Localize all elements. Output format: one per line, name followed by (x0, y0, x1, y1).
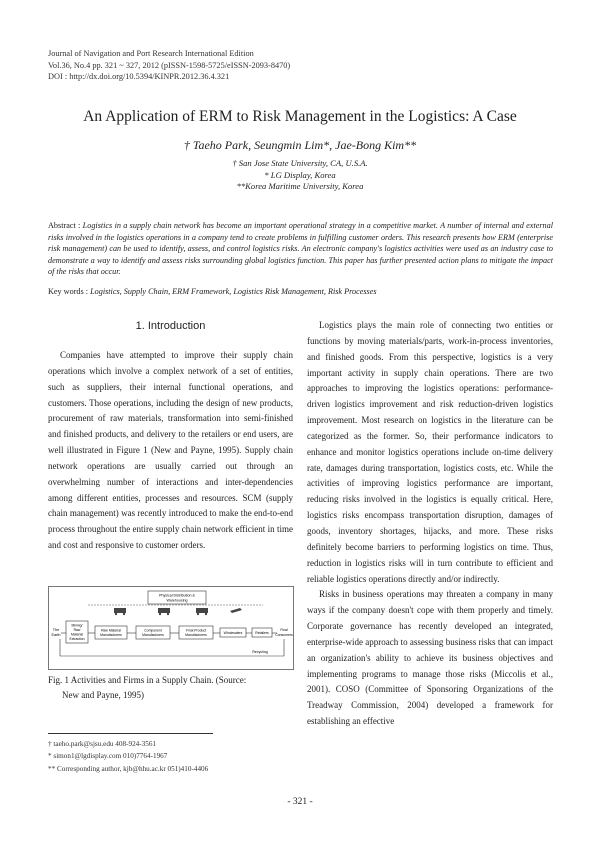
paper-title: An Application of ERM to Risk Management in the Logistics: A Case (83, 108, 517, 125)
footnote-divider (48, 733, 213, 734)
final-consumers-1: Final (280, 628, 288, 632)
svg-text:Extraction: Extraction (69, 637, 85, 641)
distribution-label-2: Warehousing (166, 598, 188, 603)
journal-header (48, 48, 290, 83)
svg-text:Final Product: Final Product (186, 628, 206, 633)
svg-text:Manufacturers: Manufacturers (100, 633, 122, 637)
journal-name: Journal of Navigation and Port Research International Edition (48, 49, 254, 58)
footnotes (48, 738, 208, 775)
journal-doi[interactable]: DOI : http://dx.doi.org/10.5394/KINPR.2012.36.4.321 (48, 72, 230, 81)
paragraph: Companies have attempted to improve their supply chain operations which involve a complex network of a set of entities, such as suppliers, their internal functional operations, and customers. Those operations, including the design of new products, procurement of raw materials, transformation into semi-finished and finished products, and delivery to the retailers or end users, are well illustrated in Figure 1 (New and Payne, 1995). Supply chain network operations are usually carried out through an overwhelming number of interactions and inter-dependencies among different entities, processes and resources. SCM (supply chain management) was recently introduced to make the end-to-end process throughout the entire supply chain network efficient in time and cost and responsive to customer orders. (48, 350, 293, 551)
affiliation-1: † San Jose State University, CA, U.S.A. (232, 158, 368, 168)
abstract-label: Abstract : (48, 221, 83, 230)
final-consumers-2: Consumers (275, 633, 293, 637)
left-column-body (48, 348, 293, 554)
svg-text:Mining/: Mining/ (71, 623, 83, 628)
affiliation-3: **Korea Maritime University, Korea (236, 181, 364, 191)
caption-line-1: Fig. 1 Activities and Firms in a Supply Chain. (Source: (48, 675, 247, 685)
right-column-body (307, 318, 553, 730)
abstract-text: Logistics in a supply chain network has become an important operational strategy in a competitive market. A number of internal and external risks involved in the logistics operations in a company tend to create problems in fulfilling customer orders. This research presents how ERM (enterprise risk management) can be used to identify, assess, and control logistics risks. An electronic company's logistics activities were used as an industry case to demonstrate a way to identify and assess risks surrounding global logistics function. This paper has further presented action plans to mitigate the impact of the risks that occur. (48, 221, 554, 276)
supply-chain-figure (48, 586, 294, 670)
recycling-label: Recycling (252, 650, 268, 654)
svg-text:Retailers: Retailers (255, 631, 269, 635)
svg-text:Material: Material (70, 632, 84, 637)
keywords-label: Key words : (48, 287, 91, 296)
journal-volume: Vol.36, No.4 pp. 321 ~ 327, 2012 (pISSN-1598-5725/eISSN-2093-8470) (48, 60, 291, 70)
footnote-3: ** Corresponding author, kjb@hhu.ac.kr 051)410-4406 (48, 764, 209, 773)
svg-text:Raw Material: Raw Material (101, 628, 121, 633)
supply-chain-diagram (48, 586, 294, 670)
abstract (48, 220, 553, 278)
svg-text:Manufacturers: Manufacturers (142, 633, 164, 637)
distribution-label-1: Physical Distribution & (159, 593, 195, 598)
footnote-1: † taeho.park@sjsu.edu 408-924-3561 (48, 740, 157, 748)
paper-authors: † Taeho Park, Seungmin Lim*, Jae-Bong Kim** (183, 138, 417, 152)
paragraph: Risks in business operations may threaten a company in many ways if the company doesn't cope with them properly and timely. Corporate governance has recently developed an integrated, enterprise-wide approach to assessing business risks that can impact an organization's ability to achieve its business objectives and implementing programs to manage those risks (Miccolis et al., 2001). COSO (Committee of Sponsoring Organizations of the Treadway Commission, 2004) developed a framework for establishing an effective (307, 589, 553, 727)
page-number: - 321 - (287, 797, 313, 807)
affiliations (0, 158, 600, 193)
earth-label-1: The (52, 628, 60, 632)
caption-line-2: New and Payne, 1995) (62, 690, 144, 700)
keywords-text: Logistics, Supply Chain, ERM Framework, Logistics Risk Management, Risk Processes (90, 287, 377, 296)
svg-text:Component: Component (144, 628, 162, 633)
paragraph: Logistics plays the main role of connecting two entities or functions by moving materials/parts, work-in-process inventories, and finished goods. From this perspective, logistics is a very important activity in supply chain operations. There are two approaches to improving the logistics operations: performance-driven logistics improvement and risk reduction-driven logistics improvement. Most research on logistics in the literature can be categorized as the former. So, their performance indicators to enhance and monitor logistics operations include on-time delivery rate, damages during transportation, logistics costs, etc. While the activities of improving logistics performance are important, reducing risks involved in the logistics is equally critical. Here, logistics risks encompass transportation disruption, damages of goods, inventory shortages, hijacks, and more. These risks definitely become barriers to performing logistics on time. Thus, reduction in logistics risks will in turn contribute to efficient and reliable logistics operations directly and/or indirectly. (307, 320, 553, 584)
figure-caption (48, 673, 293, 703)
earth-label-2: Earth (51, 633, 61, 637)
svg-text:Raw: Raw (73, 628, 81, 632)
section-heading: 1. Introduction (135, 320, 206, 332)
footnote-2: * simon1@lgdisplay.com 010)7764-1967 (48, 752, 168, 761)
svg-text:Manufacturers: Manufacturers (185, 633, 207, 637)
keywords (48, 287, 553, 296)
affiliation-2: * LG Display, Korea (264, 169, 336, 180)
svg-text:Wholesalers: Wholesalers (223, 631, 243, 635)
